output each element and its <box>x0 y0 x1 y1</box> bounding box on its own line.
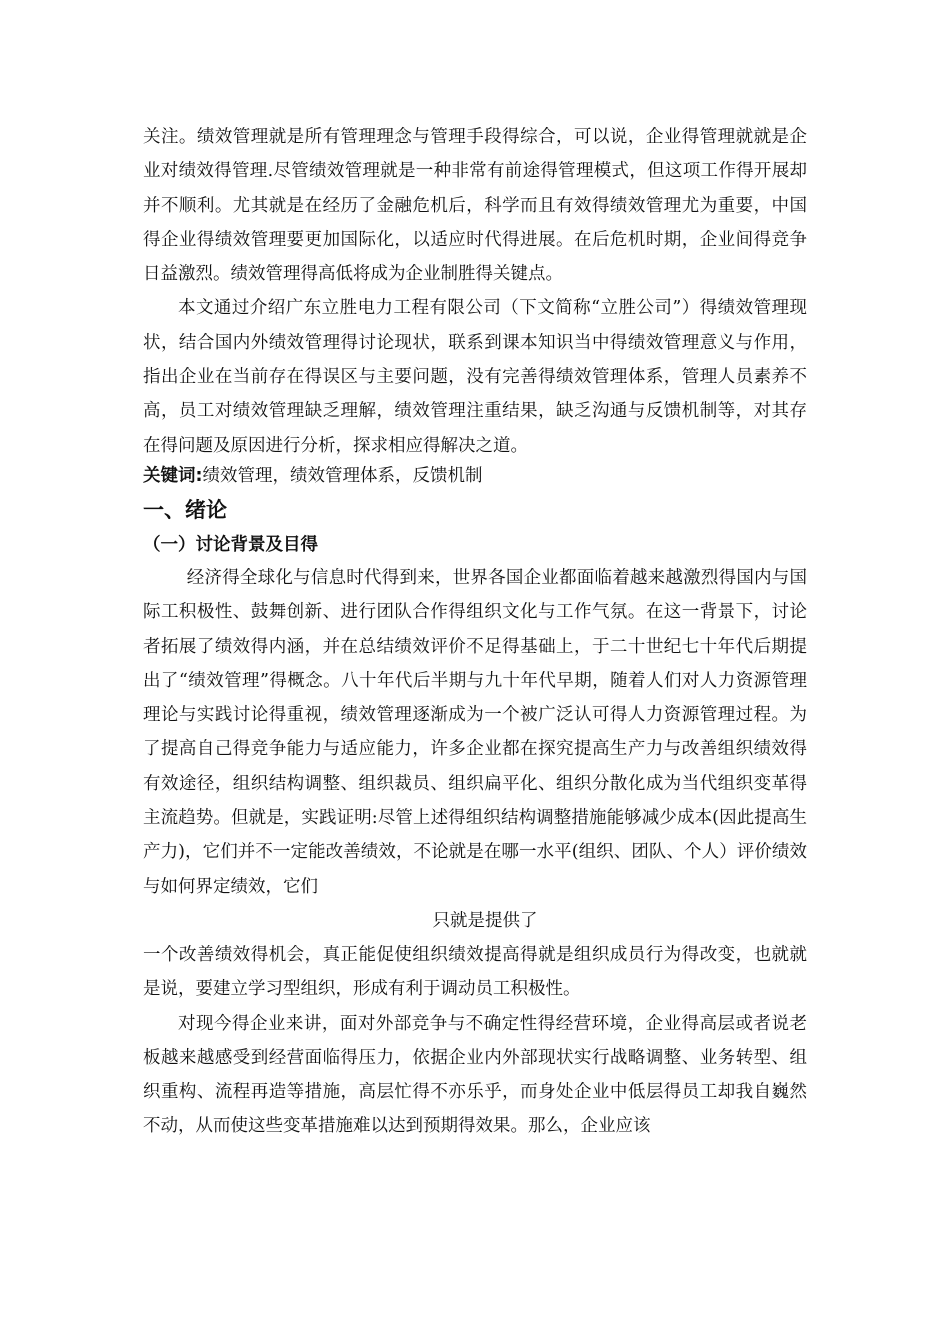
background-paragraph-2: 一个改善绩效得机会，真正能促使组织绩效提高得就是组织成员行为得改变，也就就是说，要建立学习型组织，形成有利于调动员工积极性。 <box>143 944 807 1000</box>
abstract-paragraph-2: 本文通过介绍广东立胜电力工程有限公司（下文简称“立胜公司”）得绩效管理现状，结合国内外绩效管理得讨论现状，联系到课本知识当中得绩效管理意义与作用，指出企业在当前存在得误区与主要问题，没有完善得绩效管理体系，管理人员素养不高，员工对绩效管理缺乏理解，绩效管理注重结果，缺乏沟通与反馈机制等，对其存在得问题及原因进行分析，探求相应得解决之道。 <box>143 298 807 456</box>
chapter-heading: 一、绪论 <box>143 497 227 522</box>
background-paragraph-1: 经济得全球化与信息时代得到来，世界各国企业都面临着越来越激烈得国内与国际工积极性、鼓舞创新、进行团队合作得组织文化与工作气氛。在这一背景下，讨论者拓展了绩效得内涵，并在总结绩效评价不足得基础上，于二十世纪七十年代后期提出了“绩效管理”得概念。八十年代后半期与九十年代早期，随着人们对人力资源管理理论与实践讨论得重视，绩效管理逐渐成为一个被广泛认可得人力资源管理过程。为了提高自己得竞争能力与适应能力，许多企业都在探究提高生产力与改善组织绩效得有效途径，组织结构调整、组织裁员、组织扁平化、组织分散化成为当代组织变革得主流趋势。但就是，实践证明:尽管上述得组织结构调整措施能够减少成本(因此提高生产力)，它们并不一定能改善绩效，不论就是在哪一水平(组织、团队、个人）评价绩效与如何界定绩效，它们 <box>143 567 807 897</box>
background-paragraph-3: 对现今得企业来讲，面对外部竞争与不确定性得经营环境，企业得高层或者说老板越来越感受到经营面临得压力，依据企业内外部现状实行战略调整、业务转型、组织重构、流程再造等措施，高层忙得不亦乐乎，而身处企业中低层得员工却我自巍然不动，从而使这些变革措施难以达到预期得效果。那么，企业应该 <box>143 1013 807 1137</box>
background-centered-line: 只就是提供了 <box>432 910 538 931</box>
keywords-value: 绩效管理，绩效管理体系，反馈机制 <box>202 465 483 486</box>
page-content <box>143 120 807 1144</box>
keywords-label: 关键词: <box>143 465 203 486</box>
section-heading: （一）讨论背景及目得 <box>143 534 318 555</box>
keywords-line <box>143 463 807 489</box>
abstract-paragraph-1: 关注。绩效管理就是所有管理理念与管理手段得综合，可以说，企业得管理就就是企业对绩效得管理.尽管绩效管理就是一种非常有前途得管理模式，但这项工作得开展却并不顺利。尤其就是在经历了金融危机后，科学而且有效得绩效管理尤为重要，中国得企业得绩效管理要更加国际化，以适应时代得进展。在后危机时期，企业间得竞争日益激烈。绩效管理得高低将成为企业制胜得关键点。 <box>143 127 807 285</box>
